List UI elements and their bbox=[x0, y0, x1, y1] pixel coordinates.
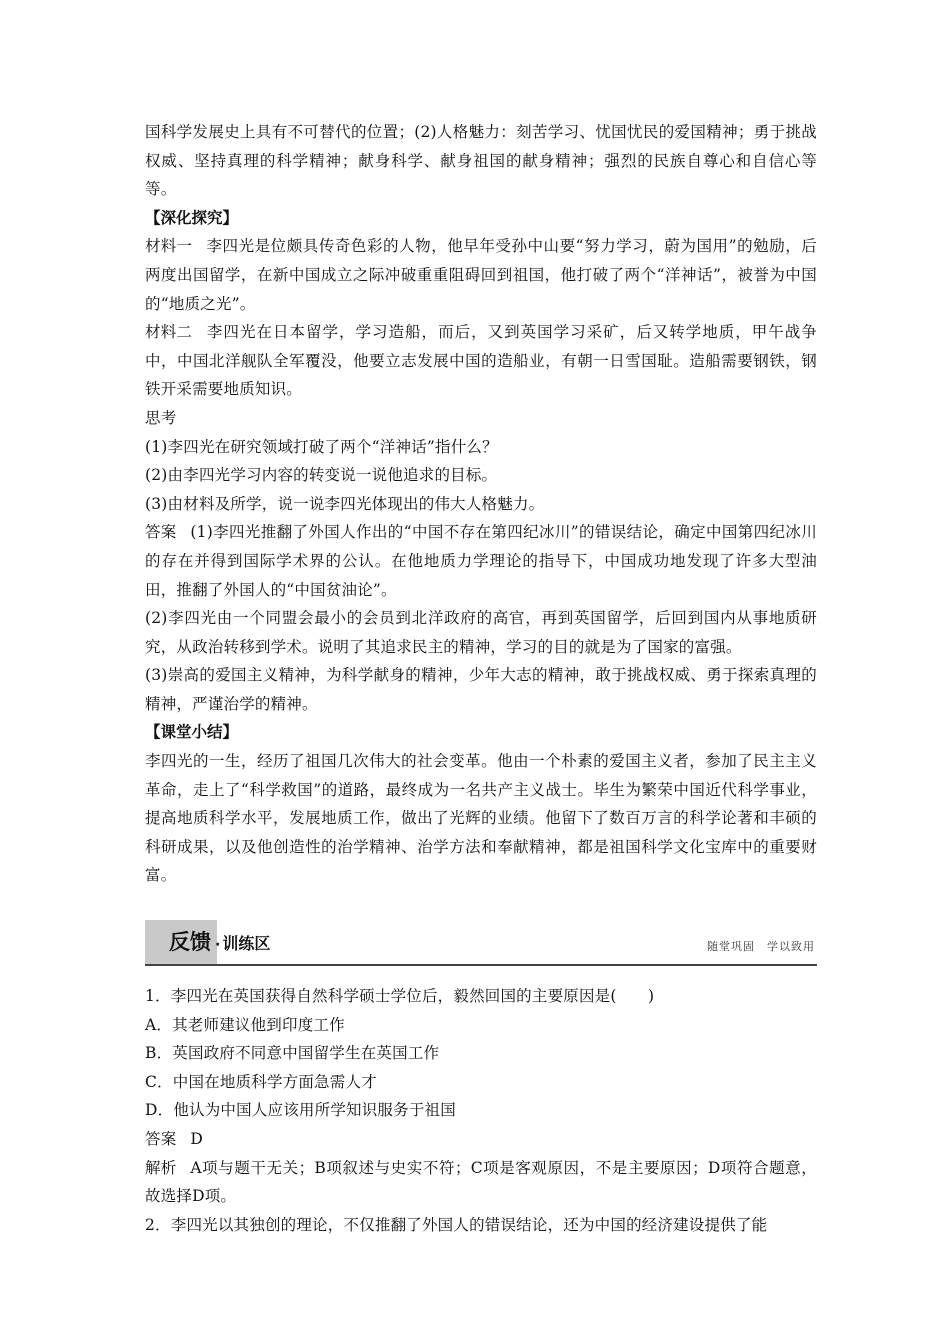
answer-one bbox=[145, 518, 817, 604]
banner-dot: · bbox=[215, 937, 221, 954]
summary-text: 李四光的一生，经历了祖国几次伟大的社会变革。他由一个朴素的爱国主义者，参加了民主主义革命，走上了“科学救国”的道路，最终成为一名共产主义战士。毕生为繁荣中国近代科学事业，提高地质科学水平，发展地质工作，做出了光辉的业绩。他留下了数百万言的科学论著和丰硕的科研成果，以及他创造性的治学精神、治学方法和奉献精神，都是祖国科学文化宝库中的重要财富。 bbox=[145, 752, 817, 885]
option-a: A．其老师建议他到印度工作 bbox=[145, 1015, 345, 1034]
document-page bbox=[145, 118, 817, 1239]
analysis-text: A项与题干无关；B项叙述与史实不符；C项是客观原因，不是主要原因；D项符合题意，故选择D项。 bbox=[145, 1158, 817, 1206]
answer-label: 答案 bbox=[145, 1130, 177, 1148]
option-b: B．英国政府不同意中国留学生在英国工作 bbox=[145, 1044, 440, 1063]
banner-title bbox=[169, 926, 270, 956]
material-two bbox=[145, 318, 817, 404]
analysis-label: 解析 bbox=[145, 1158, 177, 1177]
question-item: (3)由材料及所学，说一说李四光体现出的伟大人格魅力。 bbox=[145, 494, 545, 513]
answer-three: (3)崇高的爱国主义精神，为科学献身的精神，少年大志的精神，敢于挑战权威、勇于探索真理的精神，严谨治学的精神。 bbox=[145, 666, 817, 713]
option-d: D．他认为中国人应该用所学知识服务于祖国 bbox=[145, 1101, 456, 1120]
banner-tagline: 随堂巩固 学以致用 bbox=[707, 940, 815, 954]
option-c: C．中国在地质科学方面急需人才 bbox=[145, 1072, 377, 1091]
material-one-label: 材料一 bbox=[145, 237, 193, 256]
summary-heading: 【课堂小结】 bbox=[145, 722, 239, 742]
banner-subtitle: 训练区 bbox=[222, 934, 271, 954]
material-two-label: 材料二 bbox=[145, 323, 193, 342]
material-one-text: 李四光是位颇具传奇色彩的人物，他早年受孙中山要“努力学习，蔚为国用”的勉励，后两度出国留学，在新中国成立之际冲破重重阻碍回到祖国，他打破了两个“洋神话”，被誉为中国的“地质之光”。 bbox=[145, 237, 817, 313]
deep-explore-heading: 【深化探究】 bbox=[145, 207, 239, 227]
answer-label: 答案 bbox=[145, 523, 177, 542]
material-two-text: 李四光在日本留学，学习造船，而后，又到英国学习采矿，后又转学地质，甲午战争中，中国北洋舰队全军覆没，他要立志发展中国的造船业，有朝一日雪国耻。造船需要钢铁，钢铁开采需要地质知识。 bbox=[145, 323, 817, 399]
answer-one-text: (1)李四光推翻了外国人作出的“中国不存在第四纪冰川”的错误结论，确定中国第四纪冰川的存在并得到国际学术界的公认。在他地质力学理论的指导下，中国成功地发现了许多大型油田，推翻了外国人的“中国贫油论”。 bbox=[145, 523, 817, 599]
question-one-answer bbox=[145, 1125, 817, 1154]
think-label: 思考 bbox=[145, 408, 177, 427]
intro-paragraph: 国科学发展史上具有不可替代的位置；(2)人格魅力：刻苦学习、忧国忧民的爱国精神；勇于挑战权威、坚持真理的科学精神；献身科学、献身祖国的献身精神；强烈的民族自尊心和自信心等等。 bbox=[145, 123, 817, 199]
question-item: (1)李四光在研究领域打破了两个“洋神话”指什么？ bbox=[145, 437, 498, 456]
answer-value: D bbox=[190, 1130, 204, 1148]
question-two-stem: 2．李四光以其独创的理论，不仅推翻了外国人的错误结论，还为中国的经济建设提供了能 bbox=[145, 1215, 768, 1234]
question-item: (2)由李四光学习内容的转变说一说他追求的目标。 bbox=[145, 466, 498, 485]
feedback-banner bbox=[145, 920, 817, 966]
answer-two: (2)李四光由一个同盟会最小的会员到北洋政府的高官，再到英国留学，后回到国内从事地质研究，从政治转移到学术。说明了其追求民主的精神，学习的目的就是为了国家的富强。 bbox=[145, 609, 817, 656]
question-one bbox=[145, 982, 817, 1211]
banner-title-main: 反馈 bbox=[169, 930, 211, 955]
question-one-stem: 1．李四光在英国获得自然科学硕士学位后，毅然回国的主要原因是( ) bbox=[145, 987, 655, 1006]
material-one bbox=[145, 232, 817, 318]
question-one-analysis bbox=[145, 1154, 817, 1211]
